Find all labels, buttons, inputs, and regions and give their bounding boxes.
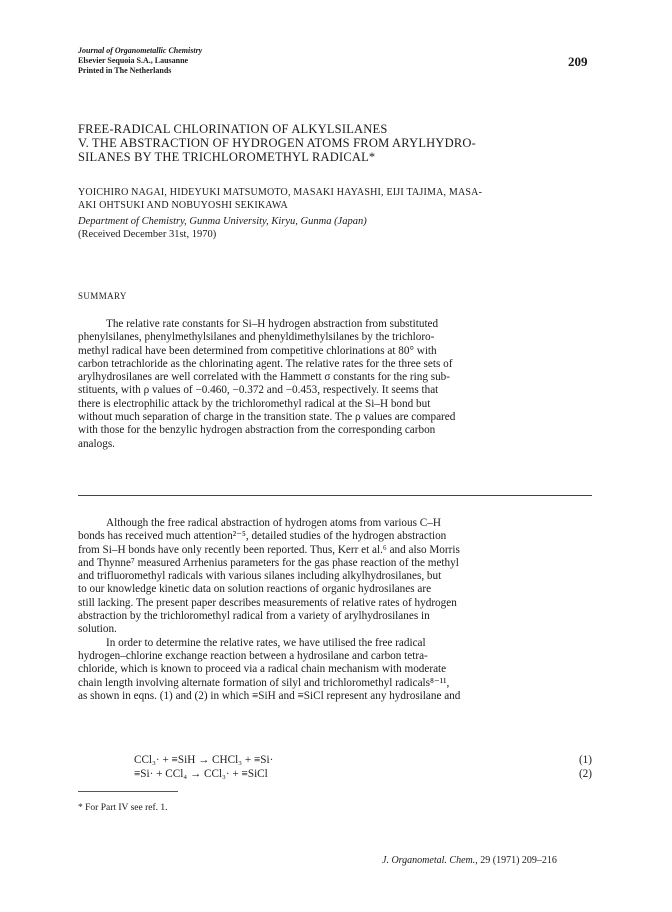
body-text [78, 517, 592, 703]
author-line: AKI OHTSUKI AND NOBUYOSHI SEKIKAWA [78, 200, 288, 211]
equation-number: (2) [578, 768, 592, 780]
equation-2 [78, 768, 592, 782]
text-line: and trifluoromethyl radicals with various silanes including alkylhydrosilanes, but [78, 570, 442, 583]
footnote-divider [78, 791, 178, 792]
publisher-block [78, 46, 202, 76]
text-line: still lacking. The present paper describes measurements of relative rates of hydrogen [78, 596, 457, 609]
text-line: bonds has received much attention²⁻⁵, detailed studies of the hydrogen abstraction [78, 530, 447, 543]
title-line: FREE-RADICAL CHLORINATION OF ALKYLSILANES [78, 122, 388, 136]
summary-heading: SUMMARY [78, 291, 127, 301]
text-line: chain length involving alternate formation of silyl and trichloromethyl radicals⁸⁻¹¹, [78, 676, 450, 689]
affiliation: Department of Chemistry, Gunma University, Kiryu, Gunma (Japan) [78, 216, 367, 227]
text-line: analogs. [78, 437, 115, 450]
author-line: YOICHIRO NAGAI, HIDEYUKI MATSUMOTO, MASAKI HAYASHI, EIJI TAJIMA, MASA- [78, 187, 483, 198]
text-line: with those for the benzylic hydrogen abstraction from the corresponding carbon [78, 424, 436, 437]
journal-name: Journal of Organometallic Chemistry [78, 46, 203, 55]
title-line: V. THE ABSTRACTION OF HYDROGEN ATOMS FROM ARYLHYDRO- [78, 136, 476, 150]
equation-text: CCl₃· + ≡SiH → CHCl₃ + ≡Si· [134, 754, 274, 766]
journal-footer [382, 855, 557, 866]
text-line: from Si–H bonds have only recently been reported. Thus, Kerr et al.⁶ and also Morris [78, 543, 460, 556]
text-line: solution. [78, 623, 117, 636]
text-line: there is electrophilic attack by the trichloromethyl radical at the Si–H bond but [78, 397, 431, 410]
paper-title [78, 122, 608, 164]
text-line: as shown in eqns. (1) and (2) in which ≡SiH and ≡SiCl represent any hydrosilane and [78, 689, 461, 702]
text-line: phenylsilanes, phenylmethylsilanes and phenyldimethylsilanes by the trichloro- [78, 331, 435, 344]
page-number: 209 [568, 54, 588, 69]
text-line: stituents, with ρ values of −0.460, −0.372 and −0.453, respectively. It seems that [78, 384, 439, 397]
received-date: (Received December 31st, 1970) [78, 229, 217, 240]
equation-number: (1) [578, 754, 592, 766]
text-line: methyl radical have been determined from competitive chlorinations at 80° with [78, 344, 437, 357]
section-divider [78, 495, 592, 496]
text-line: abstraction by the trichloromethyl radical from a variety of arylhydrosilanes in [78, 610, 430, 623]
footnote: * For Part IV see ref. 1. [78, 803, 168, 813]
text-line: and Thynne⁷ measured Arrhenius parameters for the gas phase reaction of the methyl [78, 556, 459, 569]
author-list [78, 186, 598, 212]
text-line: carbon tetrachloride as the chlorinating agent. The relative rates for the three sets of [78, 357, 453, 370]
equation-1 [78, 754, 592, 768]
printed-in: Printed in The Netherlands [78, 66, 172, 75]
publisher-name: Elsevier Sequoia S.A., Lausanne [78, 56, 189, 65]
text-line: In order to determine the relative rates, we have utilised the free radical [106, 636, 426, 649]
journal-abbrev: J. Organometal. Chem., [382, 855, 478, 866]
text-line: chloride, which is known to proceed via a radical chain mechanism with moderate [78, 663, 447, 676]
summary-text [78, 318, 592, 451]
text-line: The relative rate constants for Si–H hydrogen abstraction from substituted [106, 318, 439, 330]
equations [78, 754, 592, 782]
text-line: arylhydrosilanes are well correlated with the Hammett σ constants for the ring sub- [78, 371, 450, 384]
text-line: to our knowledge kinetic data on solution reactions of organic hydrosilanes are [78, 583, 432, 596]
text-line: hydrogen–chlorine exchange reaction between a hydrosilane and carbon tetra- [78, 649, 428, 662]
equation-text: ≡Si· + CCl₄ → CCl₃· + ≡SiCl [134, 768, 268, 780]
journal-citation: 29 (1971) 209–216 [480, 855, 557, 866]
text-line: without much separation of charge in the transition state. The ρ values are compared [78, 411, 456, 424]
title-line: SILANES BY THE TRICHLOROMETHYL RADICAL* [78, 150, 376, 164]
text-line: Although the free radical abstraction of hydrogen atoms from various C–H [106, 517, 441, 529]
